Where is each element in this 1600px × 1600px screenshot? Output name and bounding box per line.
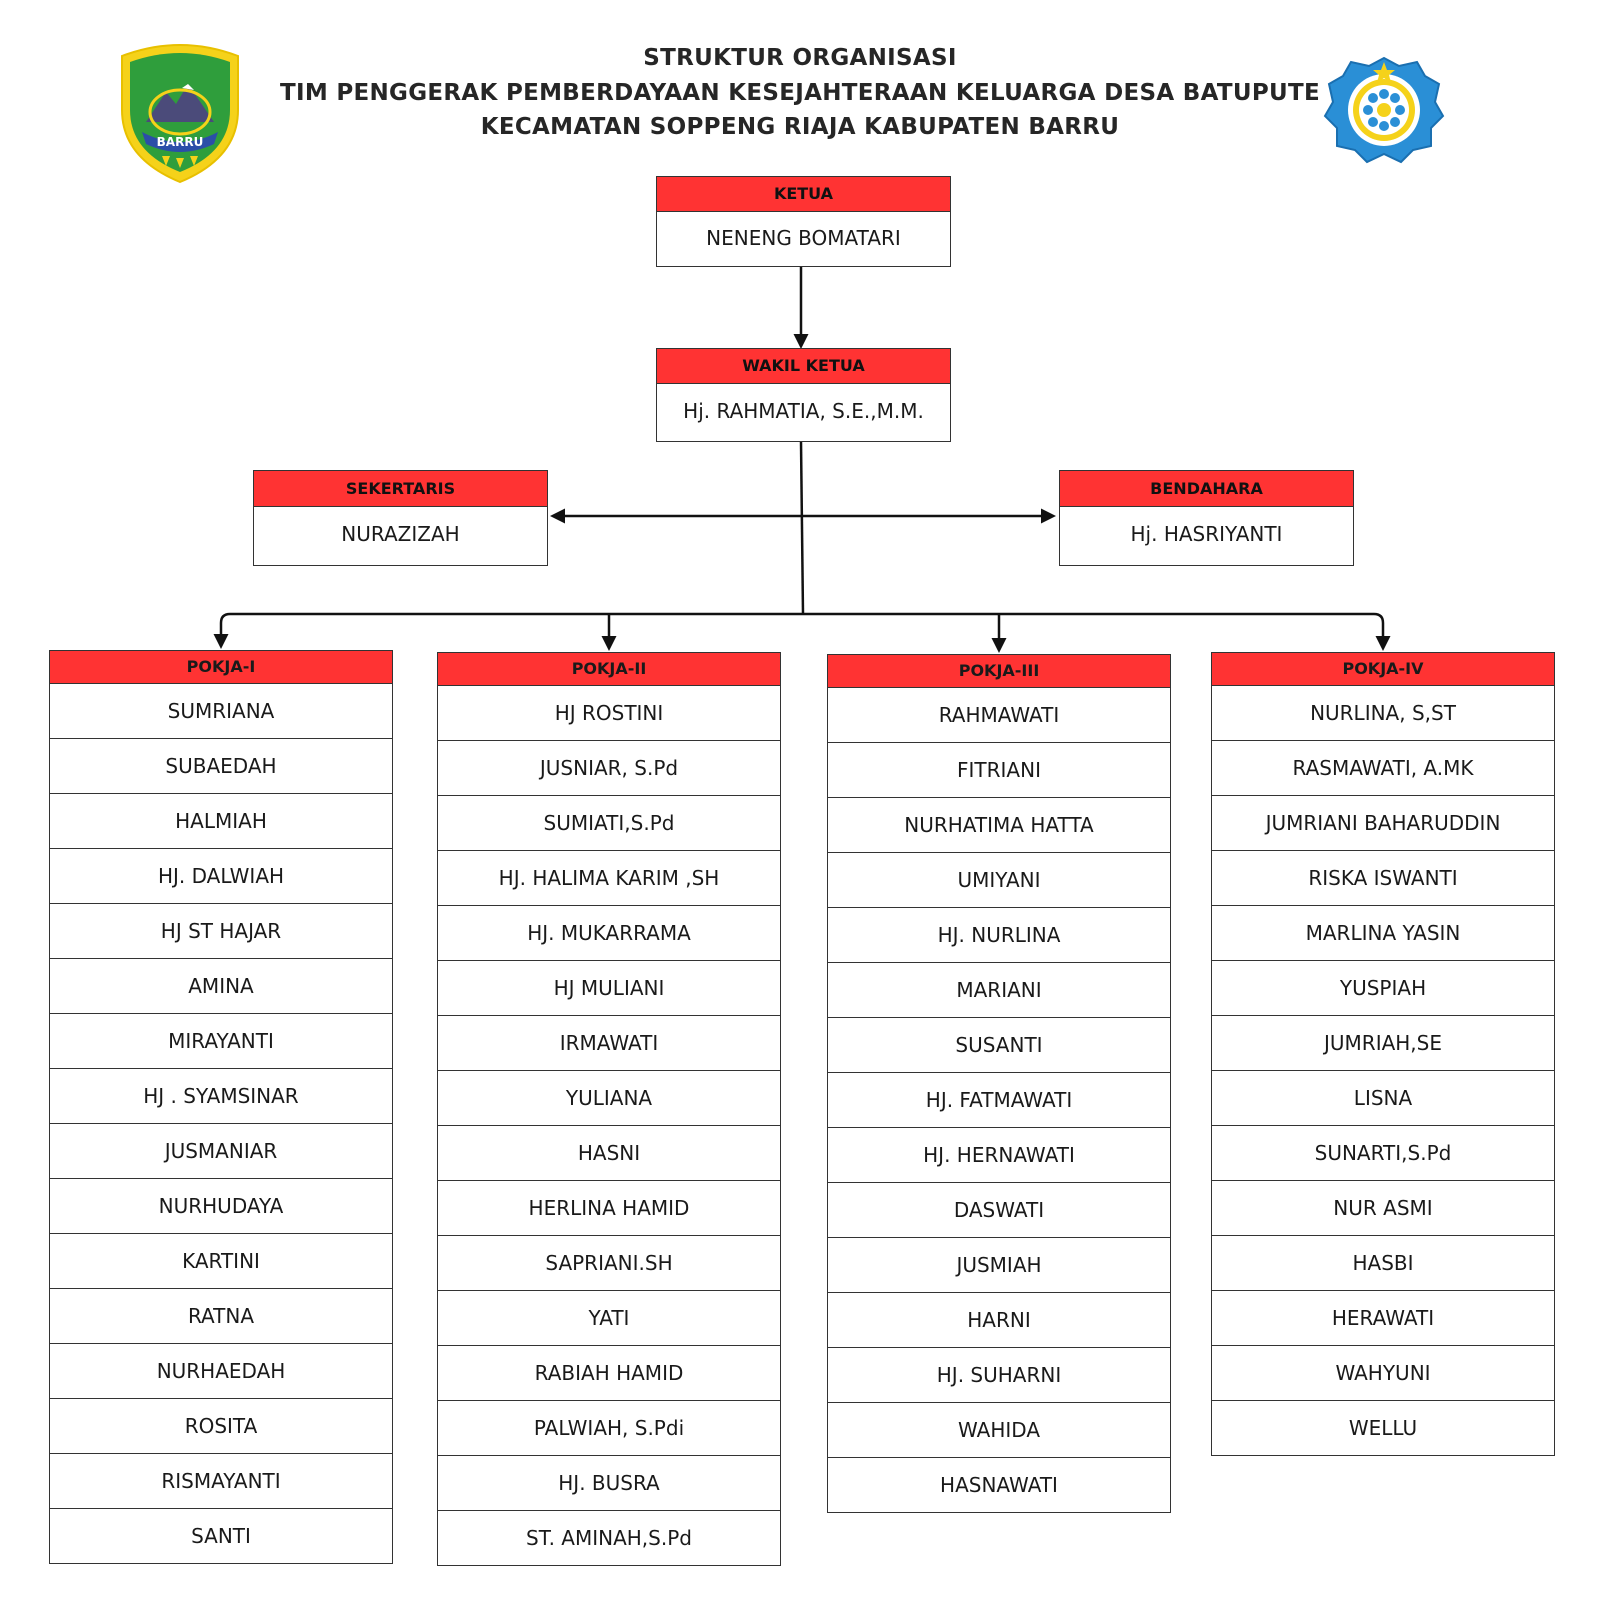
member-cell: KARTINI bbox=[50, 1234, 392, 1289]
pokja-3-column bbox=[827, 654, 1171, 1513]
member-cell: RISKA ISWANTI bbox=[1212, 851, 1554, 906]
pokja-1-title: POKJA-I bbox=[50, 651, 392, 684]
sekertaris-role: SEKERTARIS bbox=[254, 471, 547, 507]
member-cell: MIRAYANTI bbox=[50, 1014, 392, 1069]
member-cell: YUSPIAH bbox=[1212, 961, 1554, 1016]
member-cell: JUSMIAH bbox=[828, 1238, 1170, 1293]
member-cell: HARNI bbox=[828, 1293, 1170, 1348]
member-cell: HJ. DALWIAH bbox=[50, 849, 392, 904]
wakil-ketua-box bbox=[656, 348, 951, 442]
sekertaris-name: NURAZIZAH bbox=[341, 522, 460, 546]
member-cell: FITRIANI bbox=[828, 743, 1170, 798]
member-cell: RABIAH HAMID bbox=[438, 1346, 780, 1401]
member-cell: RAHMAWATI bbox=[828, 688, 1170, 743]
member-cell: JUSMANIAR bbox=[50, 1124, 392, 1179]
pokja-4-title: POKJA-IV bbox=[1212, 653, 1554, 686]
member-cell: WELLU bbox=[1348, 1416, 1418, 1440]
member-cell: UMIYANI bbox=[828, 853, 1170, 908]
member-cell: JUSNIAR, S.Pd bbox=[438, 741, 780, 796]
member-cell: NURHAEDAH bbox=[50, 1344, 392, 1399]
member-cell: DASWATI bbox=[828, 1183, 1170, 1238]
branch-pokja-4 bbox=[803, 614, 1383, 648]
wakil-ketua-name: Hj. RAHMATIA, S.E.,M.M. bbox=[683, 399, 924, 423]
member-cell: SANTI bbox=[191, 1524, 251, 1548]
member-cell: RISMAYANTI bbox=[50, 1454, 392, 1509]
member-cell: SUMIATI,S.Pd bbox=[438, 796, 780, 851]
member-cell: WAHYUNI bbox=[1212, 1346, 1554, 1401]
pokja-2-title: POKJA-II bbox=[438, 653, 780, 686]
logo-text: BARRU bbox=[156, 135, 204, 149]
member-cell: PALWIAH, S.Pdi bbox=[438, 1401, 780, 1456]
member-cell: HJ. HALIMA KARIM ,SH bbox=[438, 851, 780, 906]
member-cell: HJ. MUKARRAMA bbox=[438, 906, 780, 961]
bendahara-role: BENDAHARA bbox=[1060, 471, 1353, 507]
member-cell: SUSANTI bbox=[828, 1018, 1170, 1073]
member-cell: SUMRIANA bbox=[50, 684, 392, 739]
bendahara-name: Hj. HASRIYANTI bbox=[1130, 522, 1283, 546]
member-cell: HJ . SYAMSINAR bbox=[50, 1069, 392, 1124]
pokja-2-column bbox=[437, 652, 781, 1566]
member-cell: IRMAWATI bbox=[438, 1016, 780, 1071]
ketua-box bbox=[656, 176, 951, 267]
member-cell: JUMRIAH,SE bbox=[1212, 1016, 1554, 1071]
branch-pokja-1 bbox=[221, 614, 803, 646]
member-cell: HERAWATI bbox=[1212, 1291, 1554, 1346]
title-line-3: KECAMATAN SOPPENG RIAJA KABUPATEN BARRU bbox=[480, 114, 1120, 140]
member-cell: HASNI bbox=[438, 1126, 780, 1181]
member-cell: NURLINA, S,ST bbox=[1212, 686, 1554, 741]
member-cell: NURHUDAYA bbox=[50, 1179, 392, 1234]
main-trunk-line bbox=[801, 442, 803, 614]
ketua-name: NENENG BOMATARI bbox=[706, 226, 901, 250]
wakil-ketua-role: WAKIL KETUA bbox=[657, 349, 950, 384]
member-cell: NURHATIMA HATTA bbox=[828, 798, 1170, 853]
member-cell: YATI bbox=[438, 1291, 780, 1346]
member-cell: HJ ST HAJAR bbox=[50, 904, 392, 959]
member-cell: MARIANI bbox=[828, 963, 1170, 1018]
member-cell: HALMIAH bbox=[50, 794, 392, 849]
member-cell: SUNARTI,S.Pd bbox=[1212, 1126, 1554, 1181]
ketua-role: KETUA bbox=[657, 177, 950, 212]
bendahara-box bbox=[1059, 470, 1354, 566]
member-cell: HJ. SUHARNI bbox=[828, 1348, 1170, 1403]
member-cell: AMINA bbox=[50, 959, 392, 1014]
member-cell: JUMRIANI BAHARUDDIN bbox=[1212, 796, 1554, 851]
member-cell: HJ. FATMAWATI bbox=[828, 1073, 1170, 1128]
pokja-3-title: POKJA-III bbox=[828, 655, 1170, 688]
member-cell: WAHIDA bbox=[828, 1403, 1170, 1458]
member-cell: HERLINA HAMID bbox=[438, 1181, 780, 1236]
member-cell: LISNA bbox=[1212, 1071, 1554, 1126]
member-cell: YULIANA bbox=[438, 1071, 780, 1126]
member-cell: NUR ASMI bbox=[1212, 1181, 1554, 1236]
member-cell: MARLINA YASIN bbox=[1212, 906, 1554, 961]
member-cell: SAPRIANI.SH bbox=[438, 1236, 780, 1291]
title-line-2: TIM PENGGERAK PEMBERDAYAAN KESEJAHTERAAN KELUARGA DESA BATUPUTE bbox=[279, 80, 1321, 106]
member-cell: ST. AMINAH,S.Pd bbox=[526, 1526, 692, 1550]
member-cell: SUBAEDAH bbox=[50, 739, 392, 794]
member-cell: HASNAWATI bbox=[940, 1473, 1058, 1497]
member-cell: ROSITA bbox=[50, 1399, 392, 1454]
title-line-1: STRUKTUR ORGANISASI bbox=[643, 45, 957, 71]
member-cell: RASMAWATI, A.MK bbox=[1212, 741, 1554, 796]
member-cell: HJ. BUSRA bbox=[438, 1456, 780, 1511]
pokja-1-column bbox=[49, 650, 393, 1564]
sekertaris-box bbox=[253, 470, 548, 566]
member-cell: RATNA bbox=[50, 1289, 392, 1344]
pokja-4-column bbox=[1211, 652, 1555, 1456]
member-cell: HJ ROSTINI bbox=[438, 686, 780, 741]
member-cell: HASBI bbox=[1212, 1236, 1554, 1291]
member-cell: HJ. NURLINA bbox=[828, 908, 1170, 963]
member-cell: HJ. HERNAWATI bbox=[828, 1128, 1170, 1183]
member-cell: HJ MULIANI bbox=[438, 961, 780, 1016]
